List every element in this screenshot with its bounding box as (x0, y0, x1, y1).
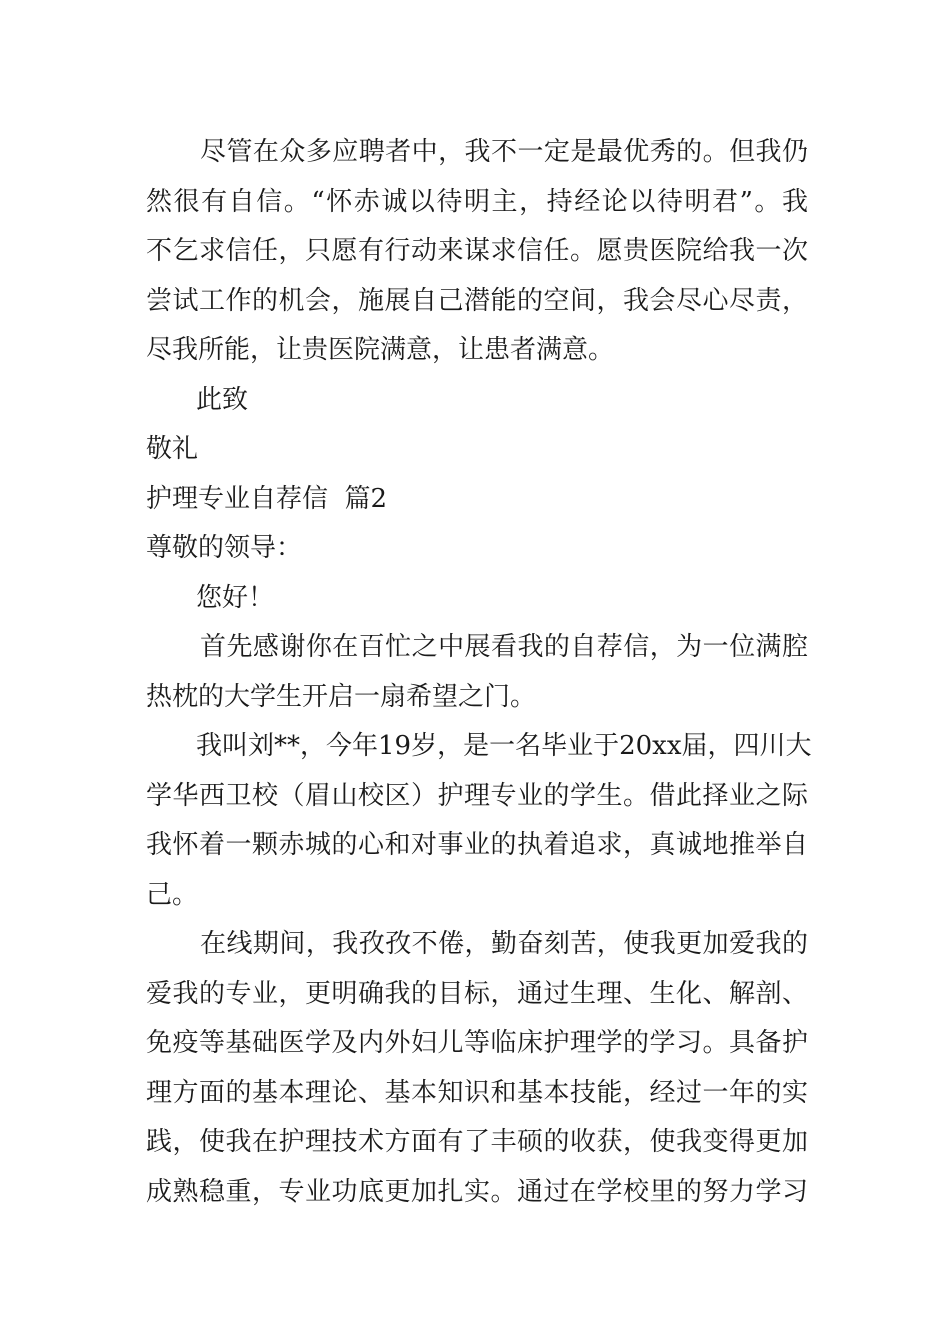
text-line: 成熟稳重，专业功底更加扎实。通过在学校里的努力学习 (146, 1176, 808, 1207)
study-paragraph (146, 920, 808, 1217)
text-line: 尽管在众多应聘者中，我不一定是最优秀的。但我仍 (200, 137, 808, 167)
closing-paragraph (146, 128, 808, 376)
text-line: 爱我的专业，更明确我的目标，通过生理、生化、解剖、 (146, 978, 808, 1009)
text-line: 践，使我在护理技术方面有了丰硕的收获，使我变得更加 (146, 1127, 808, 1157)
text-line: 我怀着一颗赤城的心和对事业的执着追求，真诚地推举自 (146, 830, 808, 860)
intro-paragraph (146, 722, 812, 920)
text-line: 然很有自信。“怀赤诚以待明主，持经论以待明君”。我 (146, 186, 808, 217)
thanks-paragraph (146, 623, 808, 722)
text-line: 热枕的大学生开启一扇希望之门。 (146, 681, 537, 712)
text-line: 首先感谢你在百忙之中展看我的自荐信，为一位满腔 (200, 632, 808, 662)
document-page (146, 128, 812, 1217)
hello: 您好！ (196, 582, 275, 613)
letter-title: 护理专业自荐信 篇2 (146, 483, 388, 514)
text-line: 尝试工作的机会，施展自己潜能的空间，我会尽心尽责， (146, 285, 808, 316)
text-line: 尽我所能，让贵医院满意，让患者满意。 (146, 335, 615, 365)
text-line: 理方面的基本理论、基本知识和基本技能，经过一年的实 (146, 1077, 808, 1108)
text-line: 在线期间，我孜孜不倦，勤奋刻苦，使我更加爱我的 (200, 929, 808, 959)
text-line: 免疫等基础医学及内外妇儿等临床护理学的学习。具备护 (146, 1028, 808, 1058)
text-line: 我叫刘**，今年19岁，是一名毕业于20xx届，四川大 (196, 731, 812, 761)
regards: 敬礼 (146, 434, 199, 464)
text-line: 己。 (146, 879, 199, 910)
text-line: 不乞求信任，只愿有行动来谋求信任。愿贵医院给我一次 (146, 236, 808, 266)
text-line: 学华西卫校（眉山校区）护理专业的学生。借此择业之际 (146, 780, 808, 811)
closing-salutation: 此致 (196, 384, 249, 415)
greeting: 尊敬的领导： (146, 533, 303, 563)
